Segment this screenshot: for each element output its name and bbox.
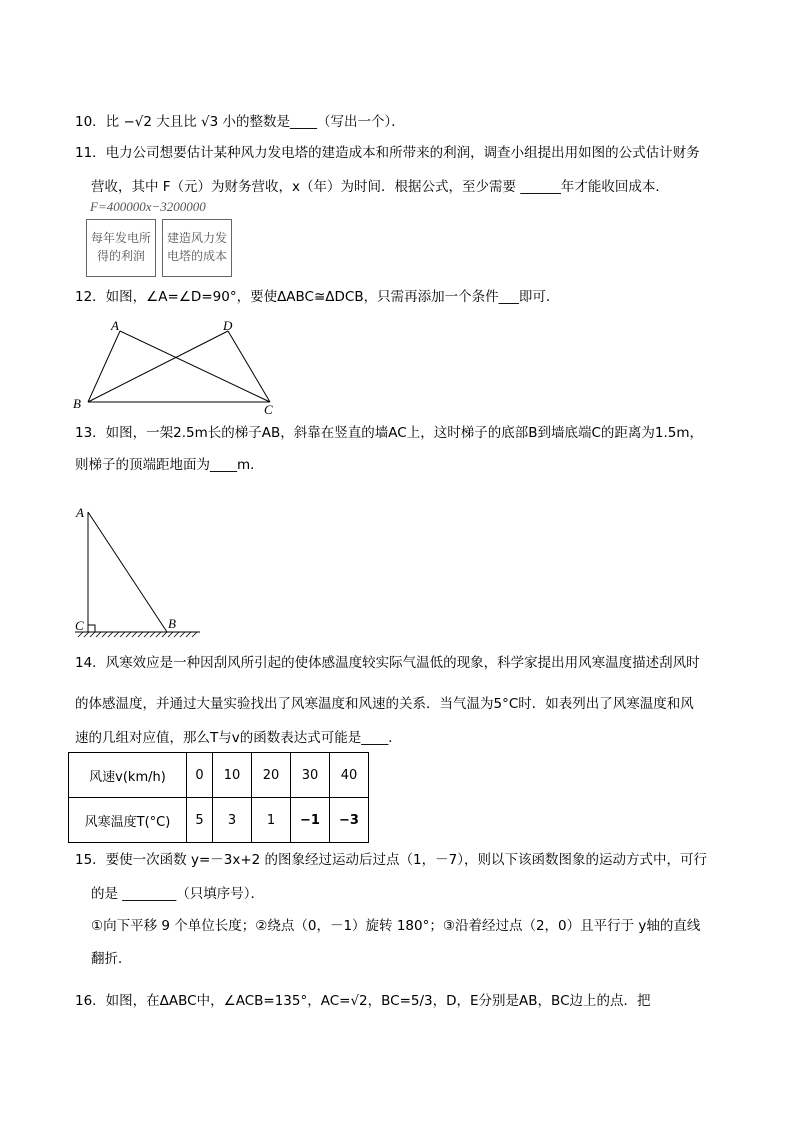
question-15-line1: 15．要使一次函数 y=－3x+2 的图象经过运动后过点（1，－7），则以下该函数图象的运动方式中，可行 [75,852,707,868]
question-11-line2: 营收，其中 F（元）为财务营收，x（年）为时间．根据公式，至少需要 ______年才能收回成本． [91,179,669,195]
label-c: C [264,402,273,417]
table-cell: 30 [291,753,330,798]
table-cell: 20 [252,753,291,798]
question-13-line2: 则梯子的顶端距地面为____m． [75,457,264,473]
label-d: D [223,318,233,333]
question-14-line2: 的体感温度，并通过大量实验找出了风寒温度和风速的关系．当气温为5°C时．如表列出了风寒温度和风 [75,696,694,712]
ladder-figure-q13 [70,500,210,645]
row-header-wind-speed: 风速v(km/h) [69,753,187,798]
question-14-line3: 速的几组对应值，那么T与v的函数表达式可能是____． [75,730,402,746]
table-cell: 40 [330,753,369,798]
table-cell: −1 [291,798,330,843]
question-16: 16．如图，在ΔABC中，∠ACB=135°，AC=√2，BC=5/3，D，E分别是AB，BC边上的点．把 [75,993,651,1009]
question-15-line3: ①向下平移 9 个单位长度；②绕点（0，－1）旋转 180°；③沿着经过点（2，0）且平行于 y轴的直线 [91,918,701,934]
cost-box [162,219,232,277]
question-15-line4: 翻折． [91,951,132,967]
label-a: A [76,505,84,520]
profit-box [86,219,156,277]
label-c: C [75,618,84,633]
cost-box-line1: 建造风力发 [166,231,227,245]
question-14-line1: 14．风寒效应是一种因刮风所引起的使体感温度较实际气温低的现象，科学家提出用风寒温度描述刮风时 [75,655,700,671]
formula-figure [86,199,286,279]
table-cell: 1 [252,798,291,843]
table-cell: 10 [213,753,252,798]
table-cell: 5 [187,798,213,843]
table-row [69,798,369,843]
question-15-line2: 的是 ________（只填序号）． [91,886,265,902]
question-10: 10．比 −√2 大且比 √3 小的整数是____（写出一个）． [75,114,405,130]
profit-box-line1: 每年发电所 [90,231,151,245]
table-cell: 3 [213,798,252,843]
label-b: B [168,616,176,631]
triangle-figure-q12 [70,318,290,418]
formula-text: F=400000x−3200000 [90,199,206,214]
table-cell: −3 [330,798,369,843]
table-cell: 0 [187,753,213,798]
question-13-line1: 13．如图，一架2.5m长的梯子AB，斜靠在竖直的墙AC上，这时梯子的底部B到墙底端C的距离为1.5m， [75,425,704,441]
question-12: 12．如图，∠A=∠D=90°，要使ΔABC≅ΔDCB，只需再添加一个条件___即可． [75,289,560,305]
row-header-wind-chill: 风寒温度T(°C) [69,798,187,843]
wind-chill-table [68,752,369,843]
cost-box-line2: 电塔的成本 [166,249,227,263]
table-row [69,753,369,798]
question-11-line1: 11．电力公司想要估计某种风力发电塔的建造成本和所带来的利润，调查小组提出用如图的公式估计财务 [75,145,700,161]
profit-box-line2: 得的利润 [96,249,145,263]
label-b: B [73,396,81,411]
label-a: A [111,318,119,333]
